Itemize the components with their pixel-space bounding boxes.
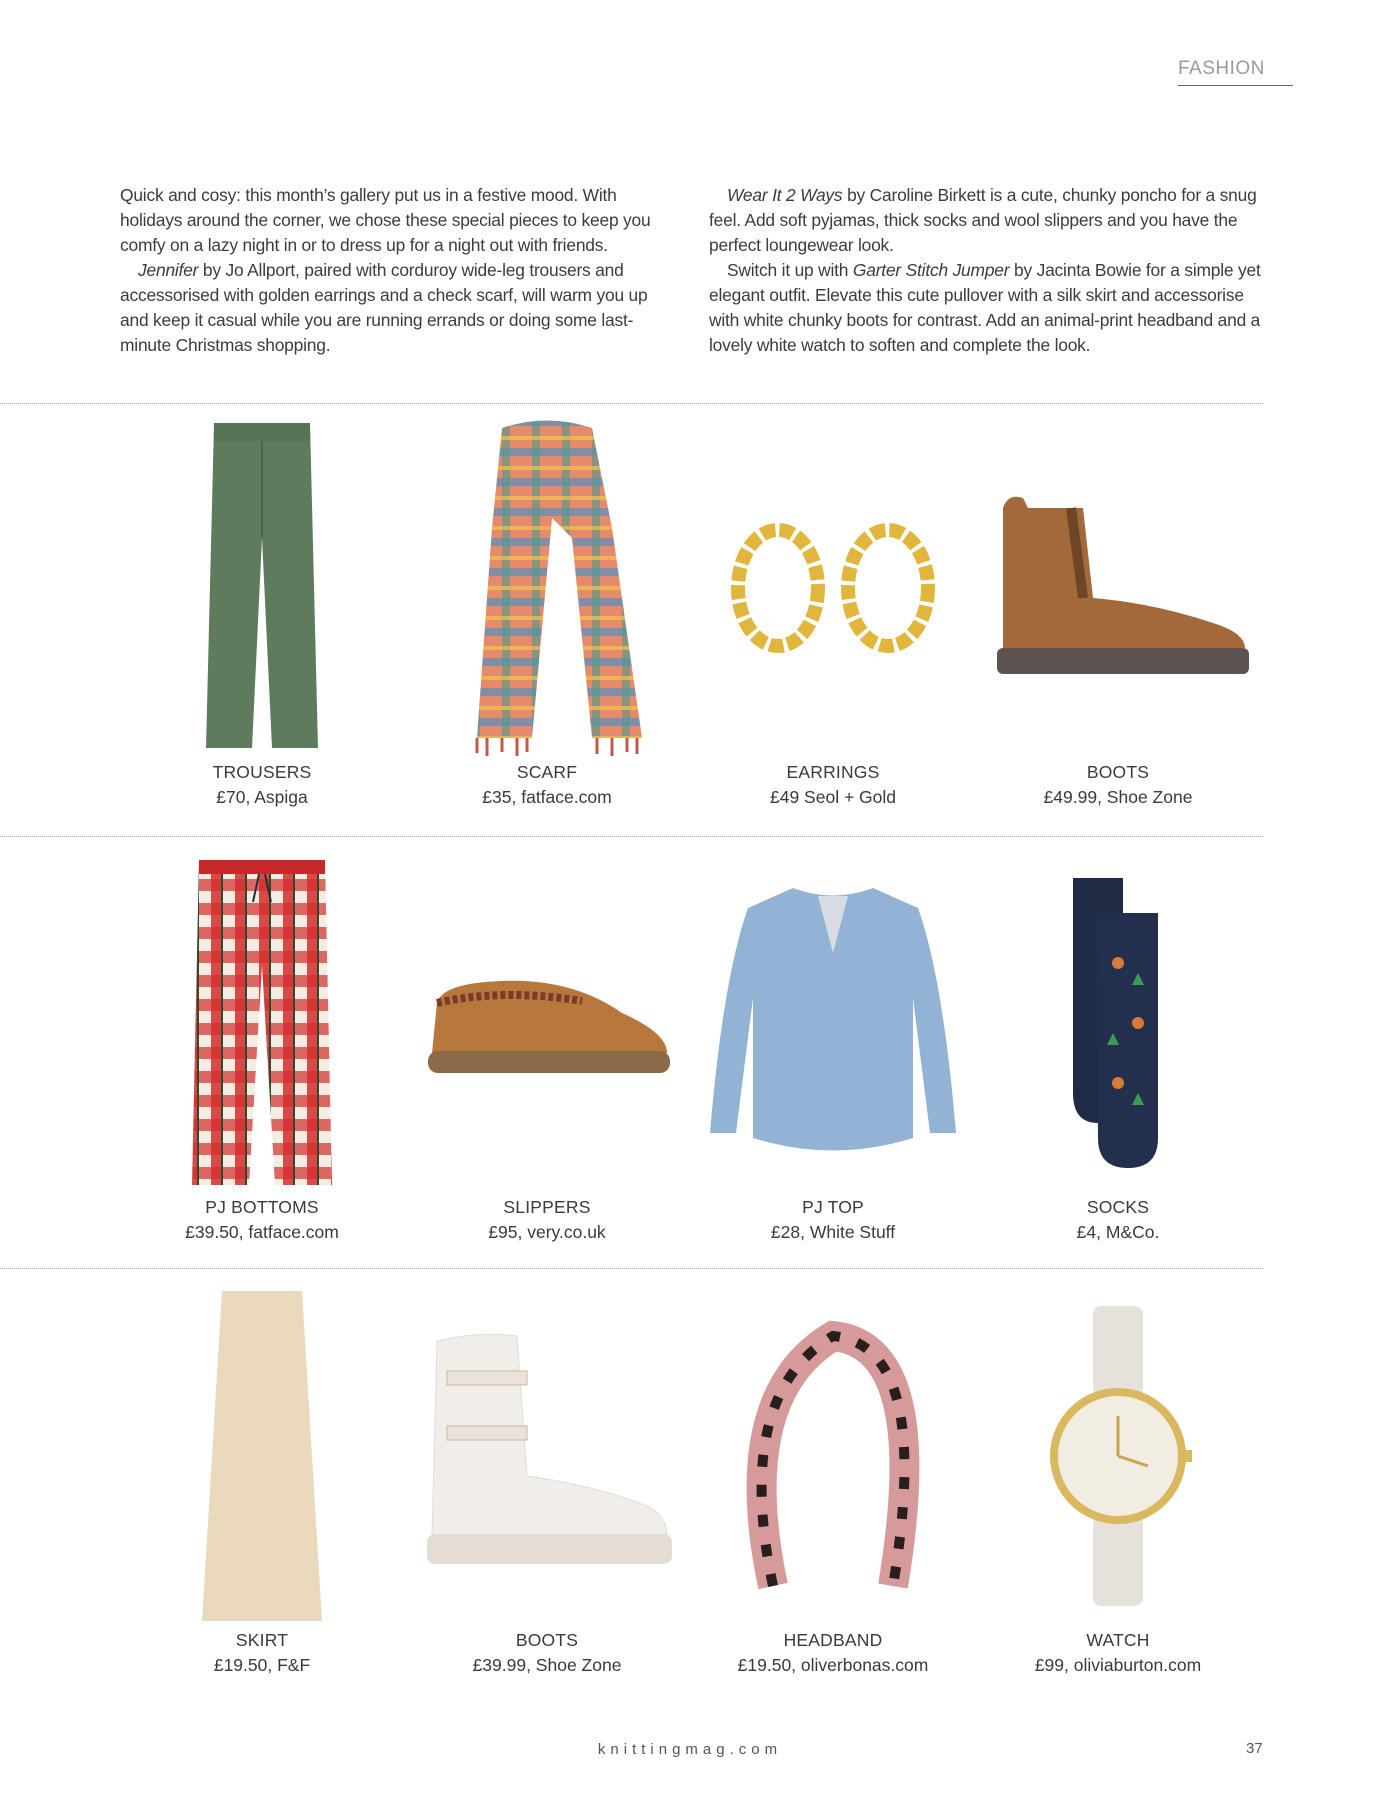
paragraph-text: by Jacinta Bowie for a simple yet elegant outfit. Elevate this cute pullover with a silk skirt and accessorise with white chunky boots for contrast. Add an animal-print headband and a lovely white watch to soften and complete the look. bbox=[709, 260, 1261, 355]
product-price: £49.99, Shoe Zone bbox=[1043, 787, 1193, 807]
white-boots-image bbox=[407, 1283, 687, 1628]
product-slippers bbox=[407, 850, 687, 1244]
paragraph-text: Switch it up with bbox=[727, 260, 853, 280]
product-watch bbox=[978, 1283, 1258, 1677]
pattern-title: Wear It 2 Ways bbox=[727, 185, 843, 205]
product-price: £35, fatface.com bbox=[482, 787, 612, 807]
chelsea-boots-image bbox=[978, 415, 1258, 760]
product-boots bbox=[978, 415, 1258, 809]
product-price: £70, Aspiga bbox=[216, 787, 308, 807]
dotted-divider bbox=[0, 403, 1263, 404]
skirt-image bbox=[122, 1283, 402, 1628]
intro-right-column bbox=[709, 183, 1269, 358]
product-name: SOCKS bbox=[1086, 1197, 1150, 1217]
intro-left-column bbox=[120, 183, 680, 358]
scarf-image bbox=[407, 415, 687, 760]
product-price: £49 Seol + Gold bbox=[770, 787, 896, 807]
socks-image bbox=[978, 850, 1258, 1195]
product-name: BOOTS bbox=[515, 1630, 579, 1650]
product-price: £4, M&Co. bbox=[1076, 1222, 1160, 1242]
pj-top-image bbox=[693, 850, 973, 1195]
dotted-divider bbox=[0, 836, 1263, 837]
intro-paragraph bbox=[709, 258, 1269, 358]
page-number: 37 bbox=[1246, 1740, 1263, 1757]
headband-image bbox=[693, 1283, 973, 1628]
earrings-image bbox=[693, 415, 973, 760]
product-price: £39.50, fatface.com bbox=[185, 1222, 339, 1242]
trousers-image bbox=[122, 415, 402, 760]
product-price: £19.50, F&F bbox=[213, 1655, 311, 1675]
product-name: SCARF bbox=[516, 762, 578, 782]
product-skirt bbox=[122, 1283, 402, 1677]
dotted-divider bbox=[0, 1268, 1263, 1269]
product-price: £28, White Stuff bbox=[770, 1222, 896, 1242]
paragraph-text: by Jo Allport, paired with corduroy wide-leg trousers and accessorised with golden earrings and a check scarf, will warm you up and keep it casual while you are running errands or doing some last-minute Christmas shopping. bbox=[120, 260, 648, 355]
product-name: EARRINGS bbox=[786, 762, 880, 782]
product-name: HEADBAND bbox=[783, 1630, 883, 1650]
product-trousers bbox=[122, 415, 402, 809]
product-price: £19.50, oliverbonas.com bbox=[737, 1655, 929, 1675]
product-name: PJ BOTTOMS bbox=[205, 1197, 319, 1217]
product-headband bbox=[693, 1283, 973, 1677]
product-name: TROUSERS bbox=[212, 762, 312, 782]
intro-paragraph bbox=[120, 258, 680, 358]
product-socks bbox=[978, 850, 1258, 1244]
paragraph-text: by Caroline Birkett is a cute, chunky poncho for a snug feel. Add soft pyjamas, thick socks and wool slippers and you have the perfect loungewear look. bbox=[709, 185, 1257, 255]
pattern-title: Jennifer bbox=[138, 260, 199, 280]
intro-paragraph bbox=[709, 183, 1269, 258]
pj-bottoms-image bbox=[122, 850, 402, 1195]
section-underline bbox=[1178, 85, 1293, 86]
pattern-title: Garter Stitch Jumper bbox=[852, 260, 1010, 280]
product-name: BOOTS bbox=[1086, 762, 1150, 782]
product-scarf bbox=[407, 415, 687, 809]
product-pj-bottoms bbox=[122, 850, 402, 1244]
product-name: WATCH bbox=[1086, 1630, 1150, 1650]
slippers-image bbox=[407, 850, 687, 1195]
product-white-boots bbox=[407, 1283, 687, 1677]
product-name: SLIPPERS bbox=[503, 1197, 591, 1217]
product-name: PJ TOP bbox=[802, 1197, 864, 1217]
product-earrings bbox=[693, 415, 973, 809]
product-pj-top bbox=[693, 850, 973, 1244]
product-price: £99, oliviaburton.com bbox=[1034, 1655, 1202, 1675]
product-price: £39.99, Shoe Zone bbox=[472, 1655, 622, 1675]
footer-website: knittingmag.com bbox=[597, 1741, 783, 1758]
product-price: £95, very.co.uk bbox=[488, 1222, 606, 1242]
section-label: FASHION bbox=[1178, 58, 1265, 79]
watch-image bbox=[978, 1283, 1258, 1628]
intro-paragraph: Quick and cosy: this month’s gallery put us in a festive mood. With holidays around the corner, we chose these special pieces to keep you comfy on a lazy night in or to dress up for a night out with friends. bbox=[120, 185, 651, 255]
product-name: SKIRT bbox=[235, 1630, 289, 1650]
